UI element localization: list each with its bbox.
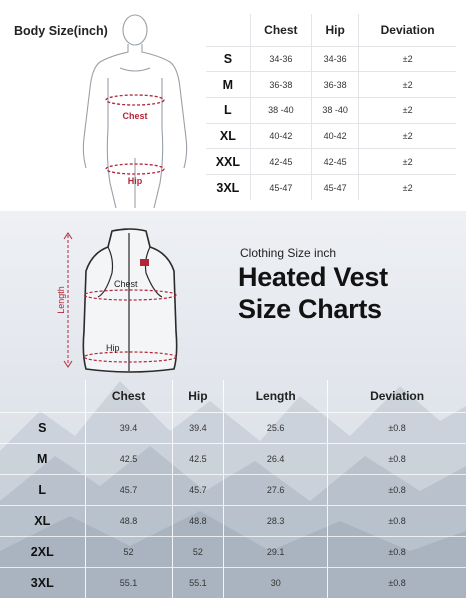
size-cell: M (0, 443, 85, 474)
hip-cell: 38 -40 (311, 97, 358, 123)
column-header: Deviation (359, 14, 456, 46)
column-header: Chest (85, 380, 172, 412)
hip-cell: 48.8 (172, 505, 224, 536)
figure-hip-label: Hip (127, 176, 143, 186)
size-cell: S (0, 412, 85, 443)
size-cell: XL (206, 123, 250, 149)
length-cell: 30 (224, 567, 328, 598)
chest-cell: 48.8 (85, 505, 172, 536)
size-cell: 3XL (0, 567, 85, 598)
table-row (0, 412, 466, 443)
size-cell: L (206, 97, 250, 123)
deviation-cell: ±0.8 (328, 536, 466, 567)
body-size-table (206, 14, 456, 200)
table-header-row (206, 14, 456, 46)
hip-cell: 45.7 (172, 474, 224, 505)
hip-cell: 34-36 (311, 46, 358, 72)
deviation-cell: ±2 (359, 72, 456, 98)
length-cell: 28.3 (224, 505, 328, 536)
size-cell: 2XL (0, 536, 85, 567)
deviation-cell: ±2 (359, 149, 456, 175)
size-cell: XL (0, 505, 85, 536)
vest-hip-label: Hip (106, 343, 120, 353)
vest-size-panel (0, 211, 466, 598)
table-row (206, 123, 456, 149)
column-header (206, 14, 250, 46)
table-row (206, 97, 456, 123)
table-row (0, 536, 466, 567)
deviation-cell: ±0.8 (328, 567, 466, 598)
page-title (238, 261, 458, 325)
column-header (0, 380, 85, 412)
figure-chest-label: Chest (122, 111, 148, 121)
column-header: Hip (311, 14, 358, 46)
deviation-cell: ±0.8 (328, 505, 466, 536)
chest-cell: 38 -40 (250, 97, 311, 123)
deviation-cell: ±2 (359, 174, 456, 200)
column-header: Length (224, 380, 328, 412)
table-row (206, 46, 456, 72)
deviation-cell: ±2 (359, 97, 456, 123)
size-cell: S (206, 46, 250, 72)
table-row (0, 567, 466, 598)
hip-cell: 39.4 (172, 412, 224, 443)
hip-cell: 36-38 (311, 72, 358, 98)
title-line-2: Size Charts (238, 294, 382, 324)
chest-cell: 45.7 (85, 474, 172, 505)
length-cell: 26.4 (224, 443, 328, 474)
deviation-cell: ±0.8 (328, 443, 466, 474)
hip-cell: 42.5 (172, 443, 224, 474)
column-header: Chest (250, 14, 311, 46)
table-row (206, 174, 456, 200)
title-line-1: Heated Vest (238, 262, 388, 292)
heating-logo-icon (140, 259, 149, 266)
clothing-size-subtitle: Clothing Size inch (240, 246, 337, 260)
hip-cell: 42-45 (311, 149, 358, 175)
table-row (0, 443, 466, 474)
deviation-cell: ±2 (359, 123, 456, 149)
chest-cell: 52 (85, 536, 172, 567)
vest-chest-label: Chest (114, 279, 138, 289)
body-size-title: Body Size(inch) (14, 24, 108, 38)
hip-cell: 45-47 (311, 174, 358, 200)
size-cell: M (206, 72, 250, 98)
chest-cell: 45-47 (250, 174, 311, 200)
length-cell: 25.6 (224, 412, 328, 443)
table-row (206, 149, 456, 175)
chest-cell: 40-42 (250, 123, 311, 149)
size-cell: XXL (206, 149, 250, 175)
vest-figure (50, 223, 185, 383)
size-cell: L (0, 474, 85, 505)
hip-cell: 55.1 (172, 567, 224, 598)
chest-cell: 42.5 (85, 443, 172, 474)
table-row (0, 474, 466, 505)
hip-cell: 52 (172, 536, 224, 567)
length-cell: 29.1 (224, 536, 328, 567)
body-figure (70, 8, 200, 208)
chest-cell: 36-38 (250, 72, 311, 98)
chest-measure-line (106, 95, 164, 105)
chest-cell: 34-36 (250, 46, 311, 72)
deviation-cell: ±0.8 (328, 412, 466, 443)
table-row (206, 72, 456, 98)
vest-size-table (0, 380, 466, 598)
size-cell: 3XL (206, 174, 250, 200)
column-header: Deviation (328, 380, 466, 412)
chest-cell: 55.1 (85, 567, 172, 598)
chest-cell: 39.4 (85, 412, 172, 443)
length-cell: 27.6 (224, 474, 328, 505)
deviation-cell: ±2 (359, 46, 456, 72)
deviation-cell: ±0.8 (328, 474, 466, 505)
hip-cell: 40-42 (311, 123, 358, 149)
chest-cell: 42-45 (250, 149, 311, 175)
body-size-panel (0, 0, 466, 206)
table-header-row (0, 380, 466, 412)
figure-length-label: Length (56, 286, 66, 314)
table-row (0, 505, 466, 536)
column-header: Hip (172, 380, 224, 412)
